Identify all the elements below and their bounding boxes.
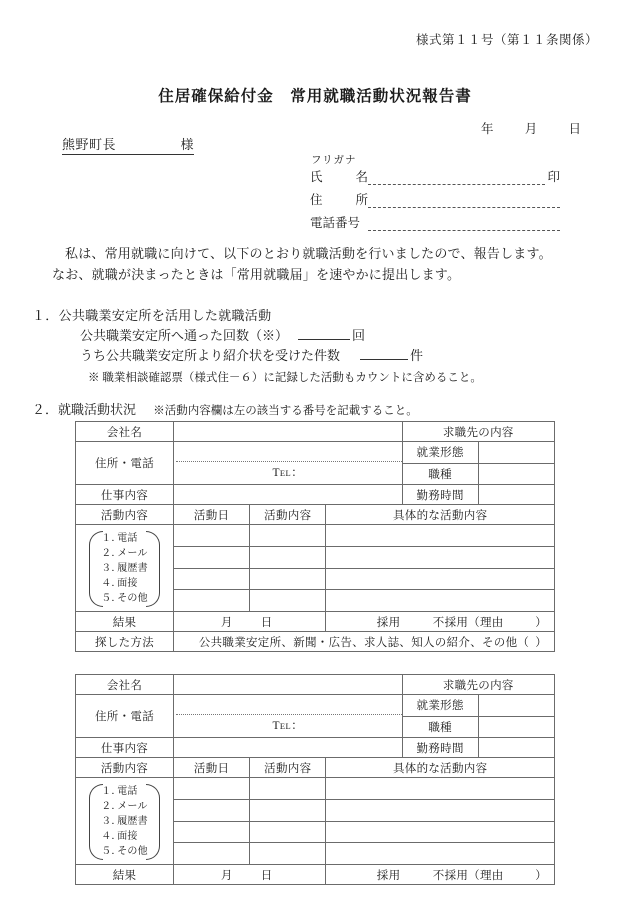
company-name-label: 会社名 (76, 675, 174, 695)
not-hired-option[interactable]: 不採用（理由 (432, 869, 504, 882)
activity-date-input[interactable] (174, 568, 250, 590)
work-hours-input[interactable] (478, 738, 554, 758)
list-item: ４．面接 (101, 577, 138, 589)
search-method-text: 公共職業安定所、新聞・広告、求人誌、知人の紹介、その他（ (198, 636, 530, 649)
applicant-block (310, 152, 560, 237)
activity-kind-header: 活動内容 (250, 758, 326, 778)
address-label: 住 所 (310, 193, 368, 207)
visits-count-label: 公共職業安定所へ通った回数（※） (80, 328, 289, 343)
furigana-label: フリガナ (311, 155, 357, 166)
job-content-input[interactable] (174, 738, 403, 758)
job-category-input[interactable] (478, 463, 554, 485)
activity-kind-input[interactable] (250, 799, 326, 821)
activity-content-label: 活動内容 (76, 758, 174, 778)
name-input[interactable] (368, 170, 545, 185)
result-label: 結果 (76, 612, 174, 632)
activity-kind-input[interactable] (250, 546, 326, 568)
date-month-label: 月 (524, 122, 539, 136)
specific-activity-input[interactable] (326, 546, 555, 568)
addressee-name: 熊野町長 (62, 137, 117, 152)
activity-content-label: 活動内容 (76, 505, 174, 525)
table-row (76, 632, 555, 652)
job-target-header: 求職先の内容 (402, 422, 554, 442)
paren-close: ） (535, 636, 547, 649)
form-number: 様式第１１号（第１１条関係） (415, 33, 598, 47)
specific-activity-input[interactable] (326, 799, 555, 821)
specific-activity-input[interactable] (326, 821, 555, 843)
activity-kind-input[interactable] (250, 590, 326, 612)
visits-count-unit: 回 (352, 328, 366, 343)
job-content-label: 仕事内容 (76, 485, 174, 505)
table-row (76, 758, 555, 778)
phone-input[interactable] (368, 216, 560, 231)
list-item: ５．その他 (101, 592, 148, 604)
table-row (76, 442, 555, 464)
activity-kind-input[interactable] (250, 525, 326, 547)
seal-label: 印 (547, 170, 560, 184)
activity-kind-input[interactable] (250, 843, 326, 865)
employment-type-input[interactable] (478, 442, 554, 464)
specific-activity-header: 具体的な活動内容 (326, 758, 555, 778)
section-1-heading: １．公共職業安定所を活用した就職活動 (32, 308, 272, 323)
activity-date-header: 活動日 (174, 505, 250, 525)
result-choice[interactable] (326, 612, 555, 632)
activity-date-input[interactable] (174, 799, 250, 821)
activity-date-input[interactable] (174, 843, 250, 865)
name-label: 氏 名 (310, 170, 368, 184)
job-category-label: 職種 (402, 463, 478, 485)
brace-right-icon (146, 531, 160, 607)
specific-activity-header: 具体的な活動内容 (326, 505, 555, 525)
date-day-label: 日 (568, 122, 582, 136)
job-content-label: 仕事内容 (76, 738, 174, 758)
referrals-count-row (32, 346, 602, 366)
date-line (481, 119, 582, 137)
job-category-input[interactable] (478, 716, 554, 738)
section-1-note: ※ 職業相談確認票（様式住－６）に記録した活動もカウントに含めること。 (88, 372, 482, 384)
employment-type-label: 就業形態 (402, 695, 478, 717)
section-1 (32, 306, 602, 388)
specific-activity-input[interactable] (326, 590, 555, 612)
phone-field-row (310, 214, 560, 231)
activity-date-input[interactable] (174, 546, 250, 568)
table-row (76, 422, 555, 442)
job-content-input[interactable] (174, 485, 403, 505)
list-item: ２．メール (101, 547, 148, 559)
result-day-label: 日 (260, 616, 273, 629)
address-phone-label: 住所・電話 (76, 442, 174, 485)
name-field-row (310, 168, 560, 185)
address-phone-input[interactable] (174, 695, 403, 738)
employment-type-input[interactable] (478, 695, 554, 717)
table-row (76, 612, 555, 632)
list-item: １．電話 (101, 785, 138, 797)
address-field-row (310, 191, 560, 208)
not-hired-option[interactable]: 不採用（理由 (432, 616, 504, 629)
result-date-input[interactable] (174, 612, 326, 632)
table-row (76, 505, 555, 525)
work-hours-label: 勤務時間 (402, 485, 478, 505)
activity-table-2 (75, 674, 555, 885)
specific-activity-input[interactable] (326, 843, 555, 865)
statement-line-2: なお、就職が決まったときは「常用就職届」を速やかに提出します。 (52, 267, 461, 282)
list-item: ２．メール (101, 800, 148, 812)
table-row (76, 865, 555, 885)
phone-label: 電話番号 (310, 216, 361, 230)
specific-activity-input[interactable] (326, 778, 555, 800)
paren-close: ） (535, 616, 547, 629)
section-2-note: ※活動内容欄は左の該当する番号を記載すること。 (153, 405, 418, 417)
activity-kind-input[interactable] (250, 778, 326, 800)
specific-activity-input[interactable] (326, 525, 555, 547)
result-date-input[interactable] (174, 865, 326, 885)
section-2-heading: ２．就職活動状況 (32, 402, 137, 417)
search-method-label: 探した方法 (76, 632, 174, 652)
addressee-honorific: 様 (180, 137, 194, 152)
statement-line-1: 私は、常用就職に向けて、以下のとおり就職活動を行いましたので、報告します。 (65, 246, 552, 261)
activity-kind-input[interactable] (250, 568, 326, 590)
address-phone-input[interactable] (174, 442, 403, 485)
company-name-input[interactable] (174, 422, 403, 442)
table-row (76, 695, 555, 717)
table-row (76, 485, 555, 505)
activity-options-list (76, 525, 174, 612)
addressee (62, 134, 194, 155)
paren-close: ） (535, 869, 547, 882)
result-label: 結果 (76, 865, 174, 885)
list-item: ３．履歴書 (101, 562, 148, 574)
referrals-count-input[interactable] (360, 346, 408, 360)
work-hours-label: 勤務時間 (402, 738, 478, 758)
address-divider (176, 714, 402, 715)
result-month-label: 月 (220, 616, 233, 629)
search-method-options[interactable] (174, 632, 555, 652)
page-title: 住居確保給付金 常用就職活動状況報告書 (158, 88, 472, 105)
date-year-label: 年 (480, 122, 495, 136)
referrals-count-unit: 件 (410, 348, 424, 363)
table-row (76, 738, 555, 758)
activity-date-input[interactable] (174, 525, 250, 547)
job-target-header: 求職先の内容 (402, 675, 554, 695)
activity-kind-input[interactable] (250, 821, 326, 843)
company-name-input[interactable] (174, 675, 403, 695)
activity-date-input[interactable] (174, 778, 250, 800)
section-2-heading-row (32, 399, 418, 418)
brace-right-icon (146, 784, 160, 860)
activity-options-list (76, 778, 174, 865)
company-name-label: 会社名 (76, 422, 174, 442)
statement (52, 243, 597, 285)
visits-count-row (32, 326, 602, 346)
address-divider (176, 461, 402, 462)
activity-table-1 (75, 421, 555, 652)
tel-label: TEL： (272, 720, 304, 732)
specific-activity-input[interactable] (326, 568, 555, 590)
list-item: ５．その他 (101, 845, 148, 857)
address-phone-label: 住所・電話 (76, 695, 174, 738)
table-row (76, 525, 555, 547)
tel-label: TEL： (272, 467, 304, 479)
hired-option[interactable]: 採用 (376, 616, 401, 629)
work-hours-input[interactable] (478, 485, 554, 505)
result-choice[interactable] (326, 865, 555, 885)
activity-date-header: 活動日 (174, 758, 250, 778)
table-row (76, 778, 555, 800)
hired-option[interactable]: 採用 (376, 869, 401, 882)
list-item: １．電話 (101, 532, 138, 544)
referrals-count-label: うち公共職業安定所より紹介状を受けた件数 (80, 348, 341, 363)
employment-type-label: 就業形態 (402, 442, 478, 464)
result-month-label: 月 (220, 869, 233, 882)
table-row (76, 675, 555, 695)
activity-date-input[interactable] (174, 821, 250, 843)
activity-date-input[interactable] (174, 590, 250, 612)
list-item: ４．面接 (101, 830, 138, 842)
job-category-label: 職種 (402, 716, 478, 738)
activity-kind-header: 活動内容 (250, 505, 326, 525)
list-item: ３．履歴書 (101, 815, 148, 827)
visits-count-input[interactable] (298, 326, 350, 340)
result-day-label: 日 (260, 869, 273, 882)
address-input[interactable] (368, 193, 560, 208)
